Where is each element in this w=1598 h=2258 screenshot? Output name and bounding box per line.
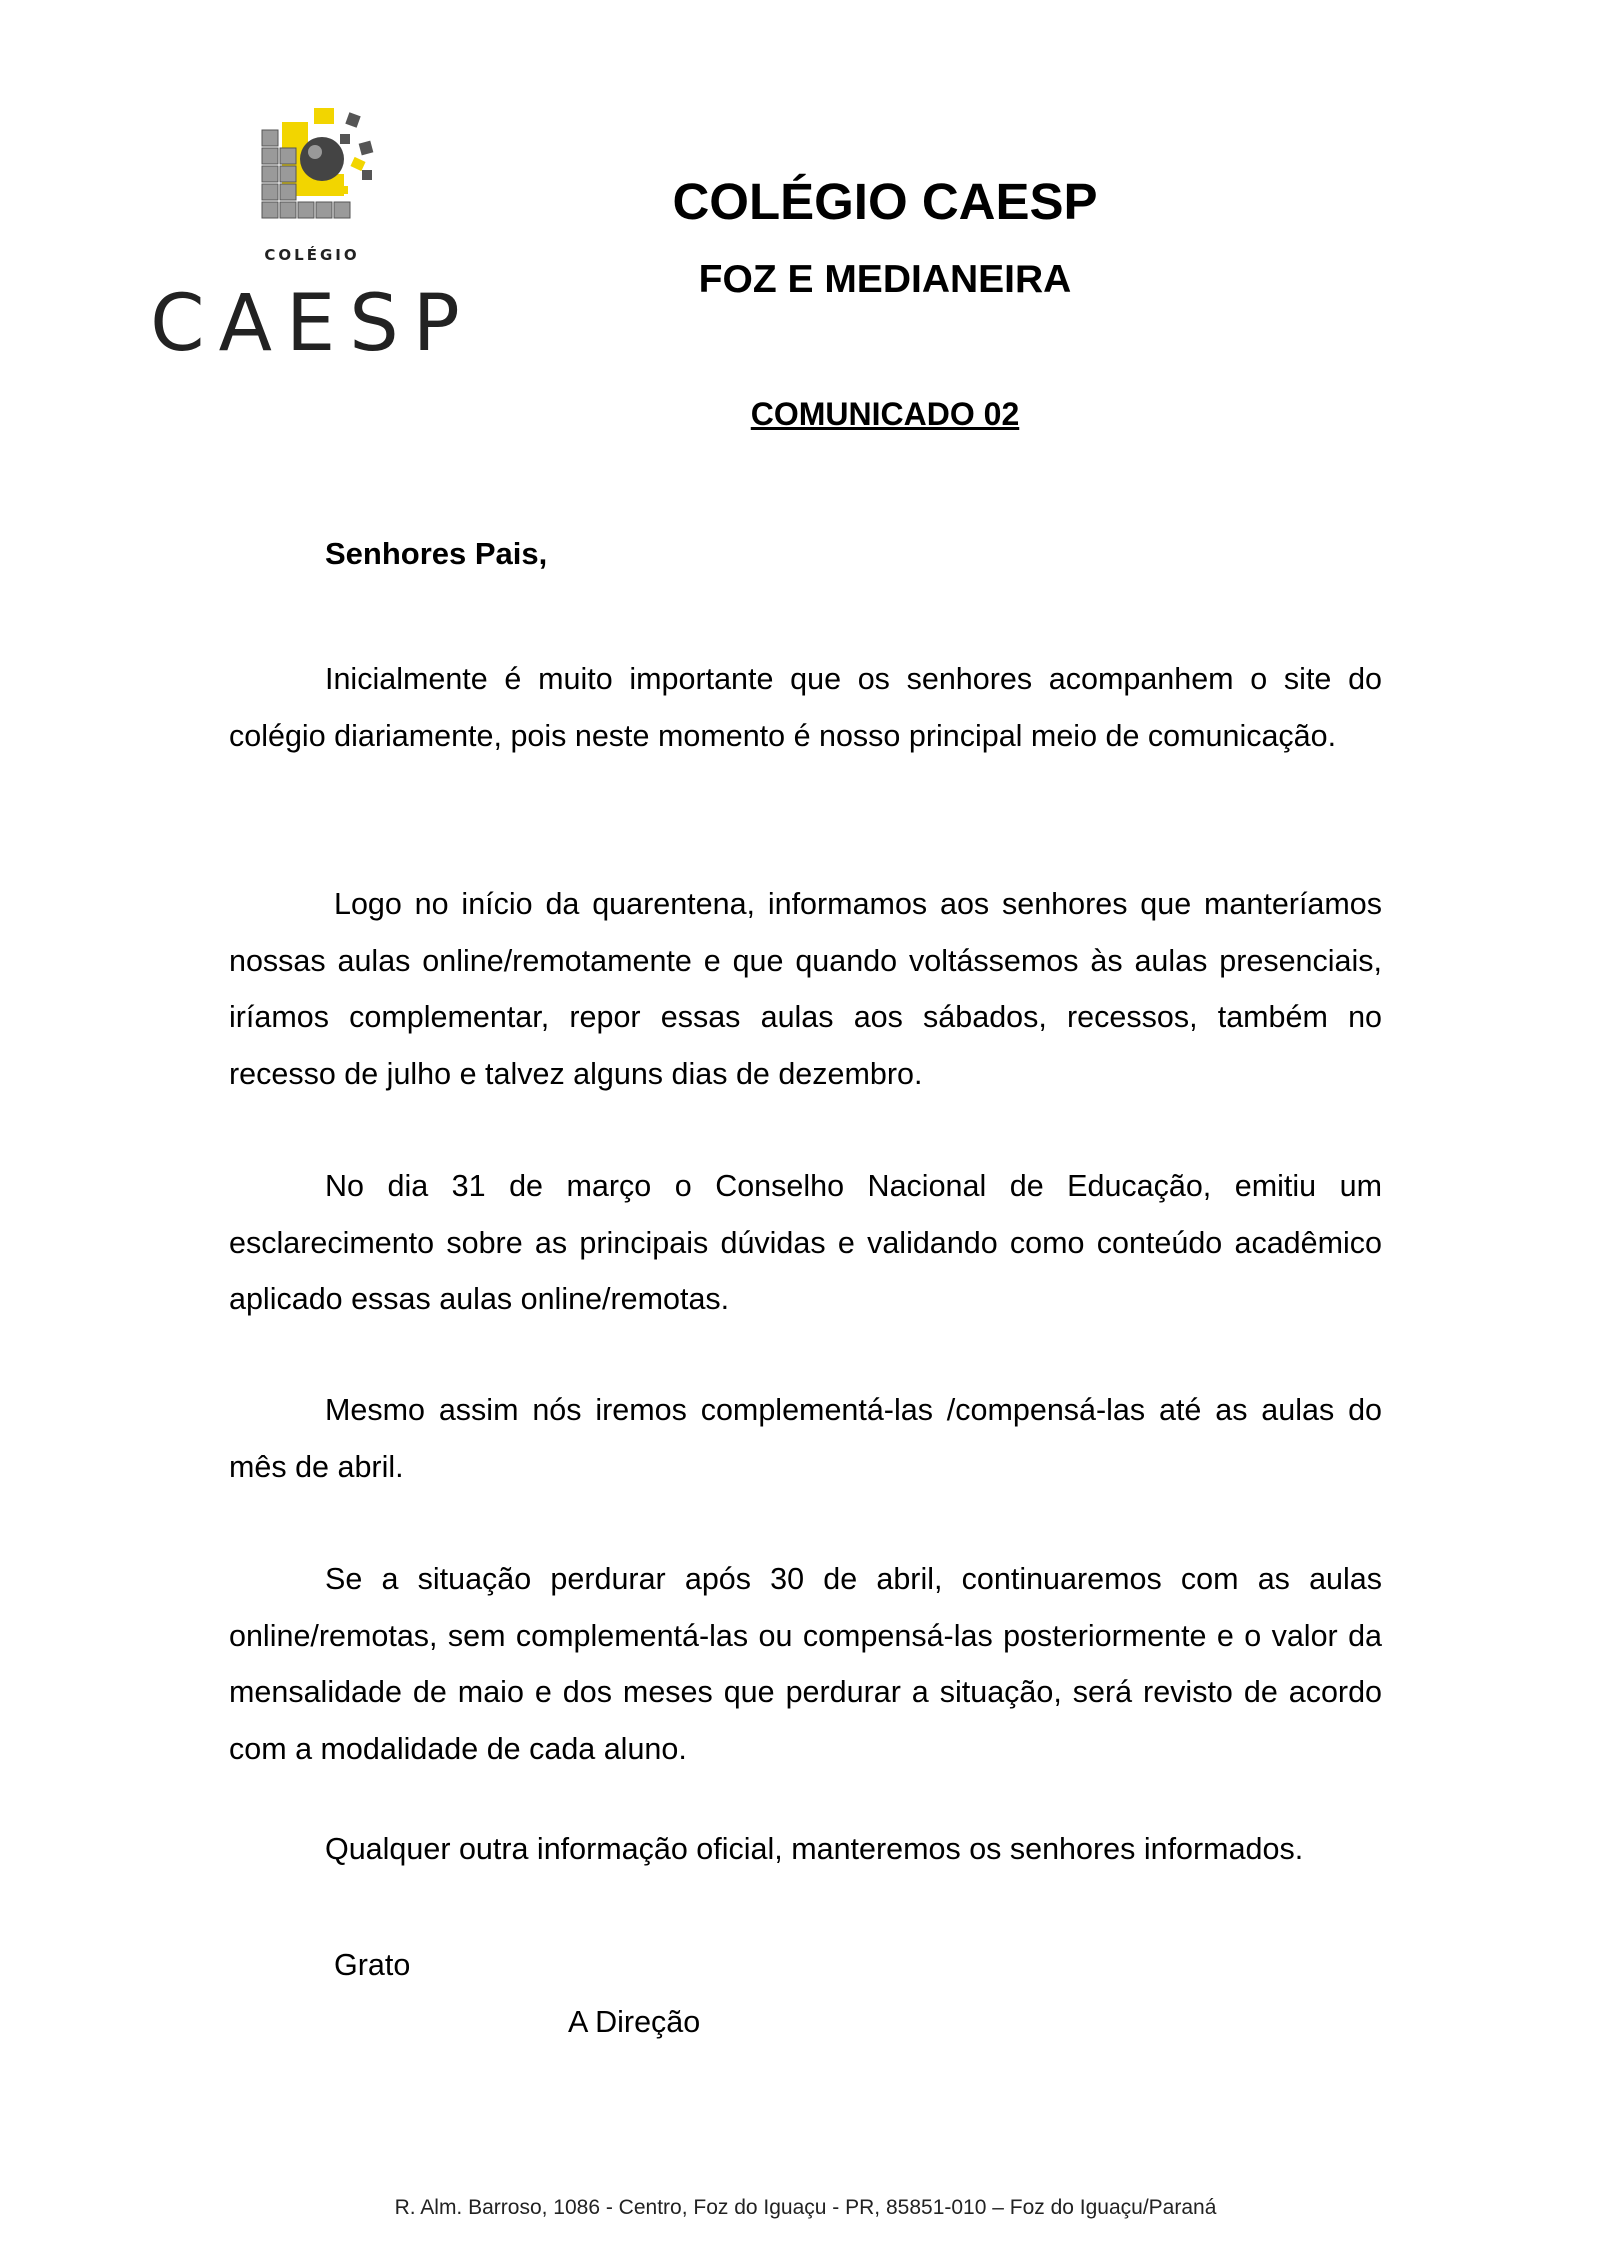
paragraph: Se a situação perdurar após 30 de abril, continuaremos com as aulas online/remotas, sem complementá-las ou compensá-las posteriormente e o valor da mensalidade de maio e dos meses que perdurar a situação, será revisto de acordo com a modalidade de cada aluno. bbox=[229, 1562, 1382, 1766]
school-title: COLÉGIO CAESP bbox=[672, 173, 1098, 230]
salutation: Senhores Pais, bbox=[325, 536, 548, 571]
logo-small-text: COLÉGIO bbox=[264, 246, 360, 264]
paragraph: Logo no início da quarentena, informamos aos senhores que manteríamos nossas aulas online/remotamente e que quando voltássemos às aulas presenciais, iríamos complementar, repor essas aulas aos sábados, recessos, também no recesso de julho e talvez alguns dias de dezembro. bbox=[229, 887, 1382, 1091]
paragraph: No dia 31 de março o Conselho Nacional de Educação, emitiu um esclarecimento sobre as principais dúvidas e validando como conteúdo acadêmico aplicado essas aulas online/remotas. bbox=[229, 1169, 1382, 1316]
paragraph: Qualquer outra informação oficial, manteremos os senhores informados. bbox=[325, 1832, 1304, 1866]
closing: Grato bbox=[334, 1948, 411, 1982]
school-subtitle: FOZ E MEDIANEIRA bbox=[698, 258, 1072, 301]
paragraph: Inicialmente é muito importante que os senhores acompanhem o site do colégio diariamente, pois neste momento é nosso principal meio de comunicação. bbox=[229, 662, 1382, 753]
footer-address: R. Alm. Barroso, 1086 - Centro, Foz do Iguaçu - PR, 85851-010 – Foz do Iguaçu/Paraná bbox=[394, 2196, 1217, 2219]
logo-big-text: CAESP bbox=[150, 279, 474, 369]
school-logo bbox=[150, 104, 474, 369]
signature: A Direção bbox=[568, 2005, 701, 2039]
notice-heading: COMUNICADO 02 bbox=[750, 396, 1020, 432]
paragraph: Mesmo assim nós iremos complementá-las /compensá-las até as aulas do mês de abril. bbox=[229, 1393, 1382, 1484]
